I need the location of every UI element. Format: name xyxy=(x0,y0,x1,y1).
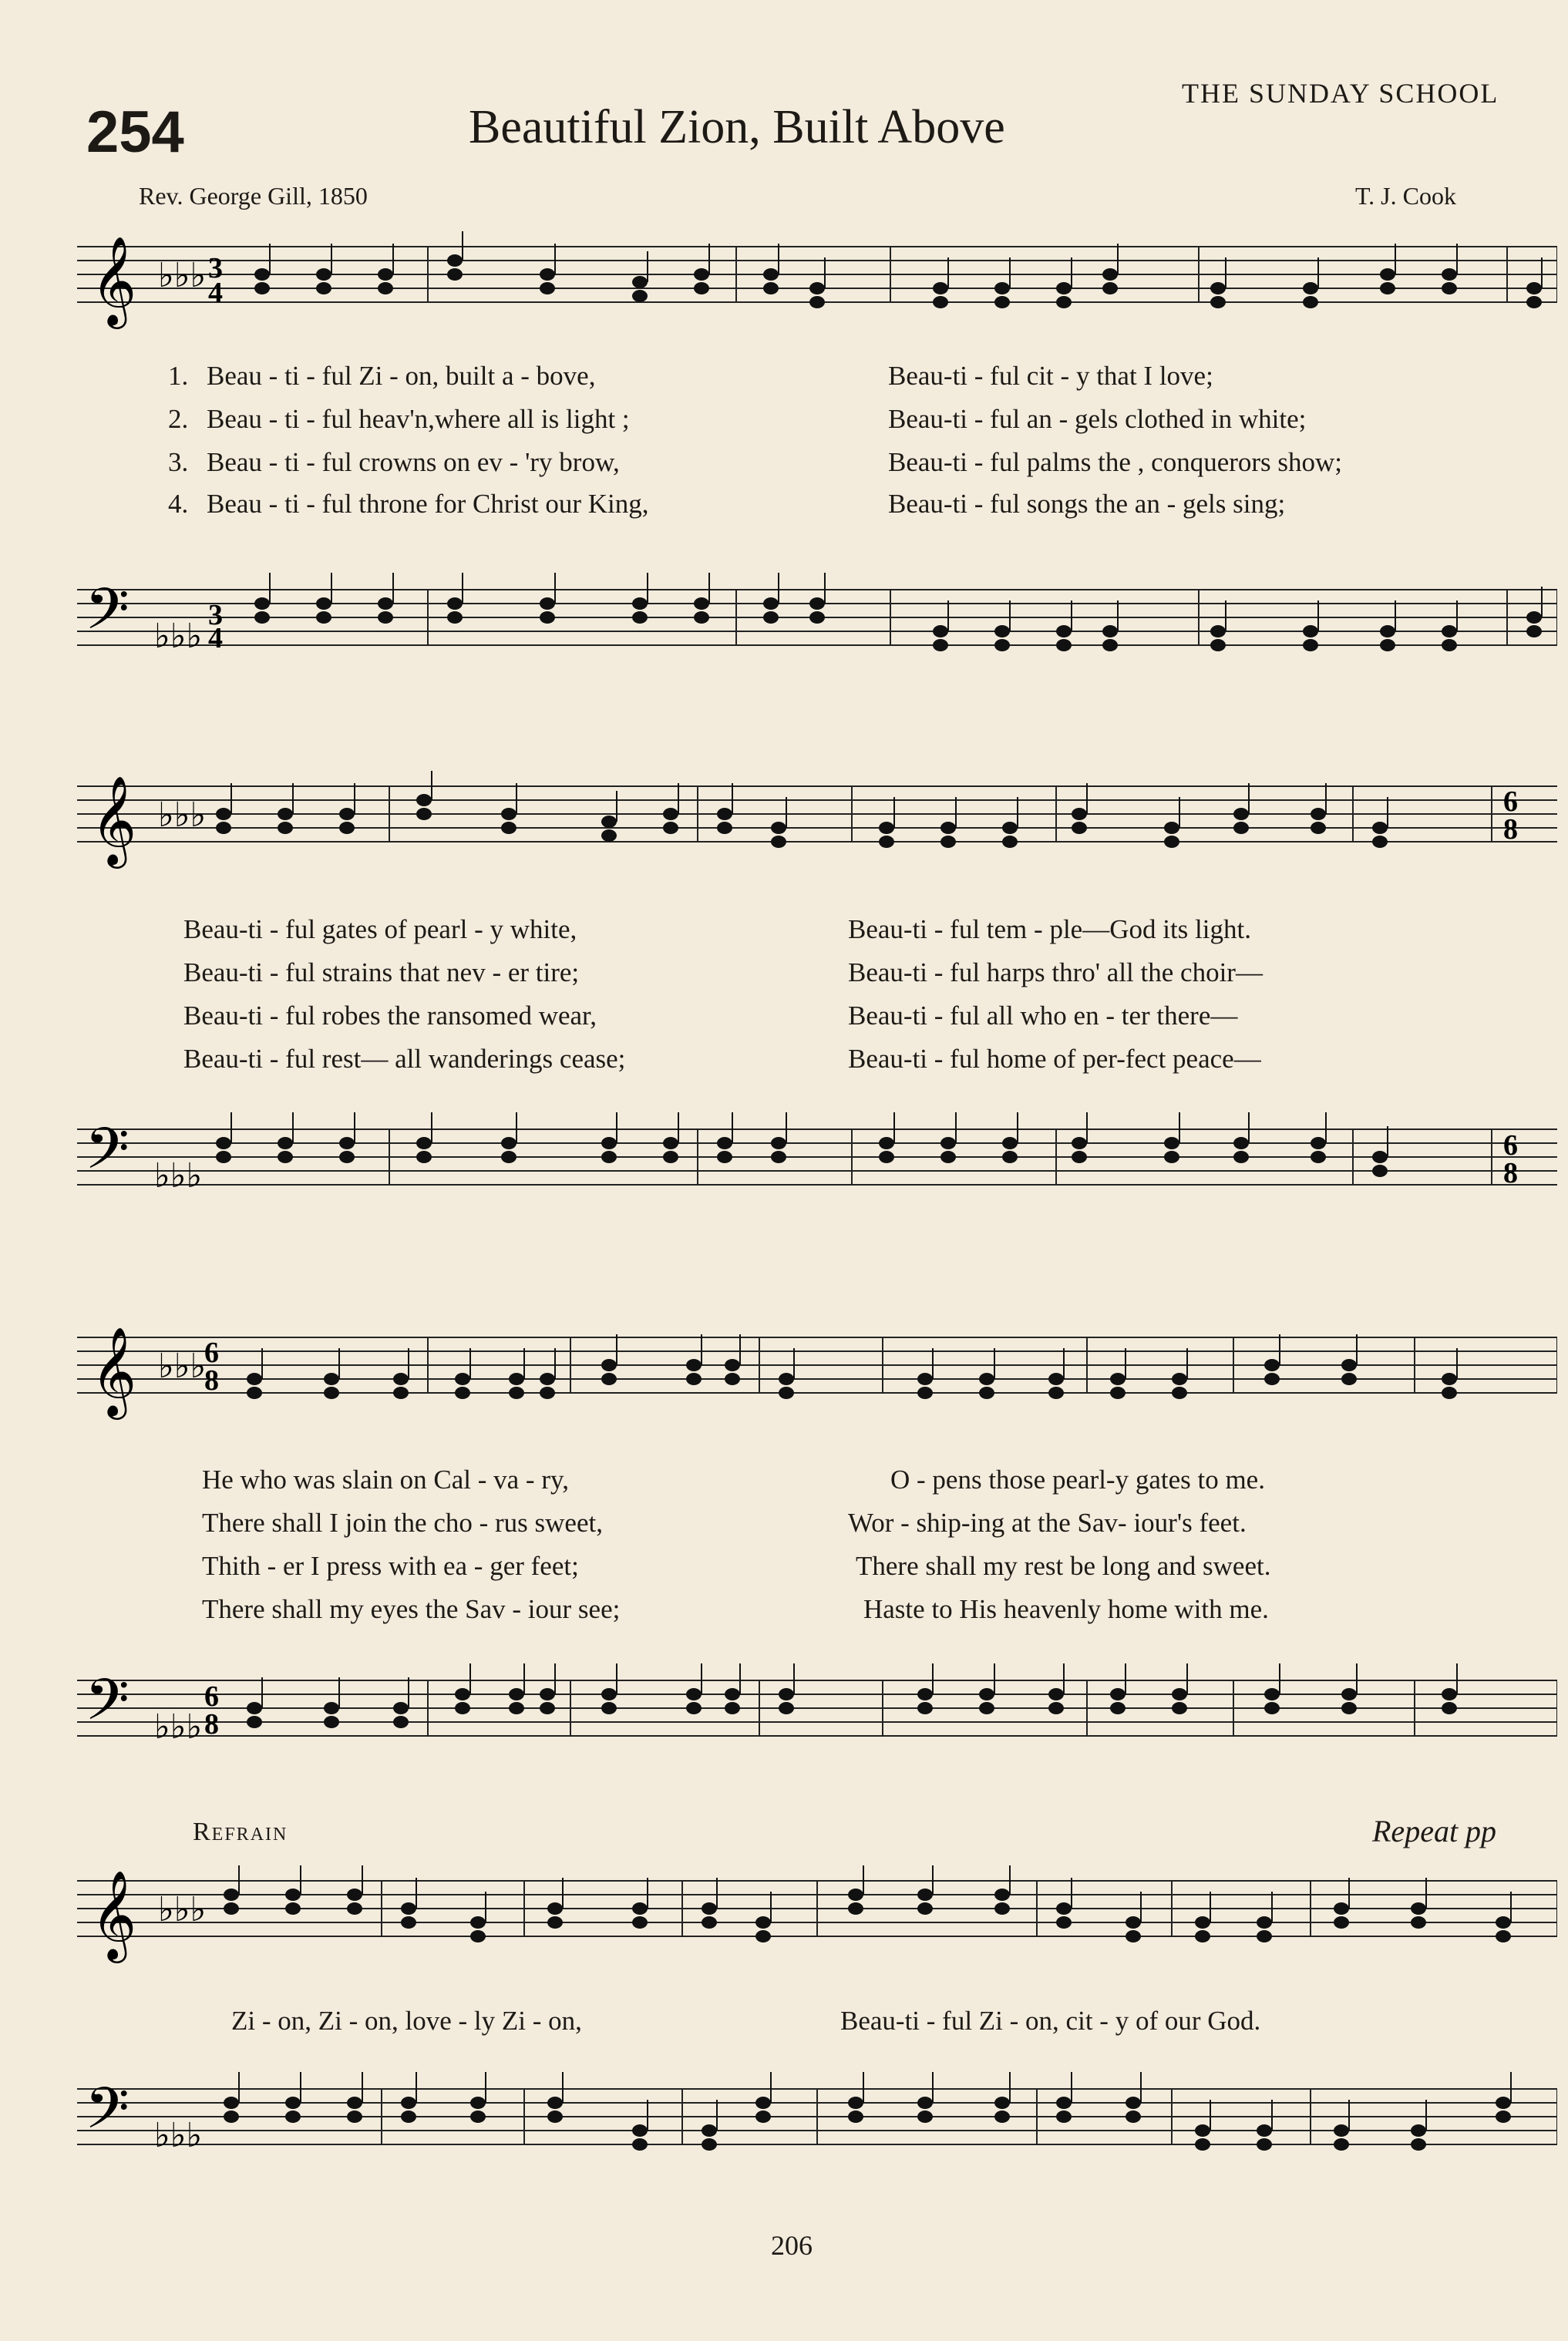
svg-text:𝄢: 𝄢 xyxy=(85,1115,130,1196)
svg-text:𝄞: 𝄞 xyxy=(91,1869,137,1959)
svg-text:♭♭♭: ♭♭♭ xyxy=(158,1347,207,1386)
verse-2-line: 2. Beau - ti - ful heav'n,where all is light ; xyxy=(168,404,630,434)
svg-text:𝄢: 𝄢 xyxy=(85,2075,130,2156)
system3-treble-staff xyxy=(77,1322,1557,1422)
svg-text:♭♭♭: ♭♭♭ xyxy=(158,256,207,295)
svg-text:♭♭♭: ♭♭♭ xyxy=(154,1707,203,1747)
verse-1-line-right: Beau-ti - ful cit - y that I love; xyxy=(888,361,1213,391)
repeat-instruction: Repeat pp xyxy=(1372,1814,1497,1848)
verse-1-line-2-right: Beau-ti - ful tem - ple—God its light. xyxy=(848,914,1251,944)
verse-4-line: 4. Beau - ti - ful throne for Christ our King, xyxy=(168,489,649,519)
lyricist-credit: Rev. George Gill, 1850 xyxy=(139,182,368,210)
book-section-header: THE SUNDAY SCHOOL xyxy=(1182,78,1499,109)
svg-text:𝄞: 𝄞 xyxy=(91,235,137,325)
verse-3-line-right: Beau-ti - ful palms the , conquerors show; xyxy=(888,447,1343,477)
verse-2-line-3-right: Wor - ship-ing at the Sav- iour's feet. xyxy=(848,1508,1247,1538)
verse-3-line: 3. Beau - ti - ful crowns on ev - 'ry brow, xyxy=(168,447,620,477)
verse-2-line-right: Beau-ti - ful an - gels clothed in white; xyxy=(888,404,1307,434)
system1-treble-staff xyxy=(77,231,1557,331)
page-number: 206 xyxy=(771,2230,813,2261)
verse-2-line-3: There shall I join the cho - rus sweet, xyxy=(202,1508,603,1538)
hymn-number: 254 xyxy=(86,99,184,165)
refrain-bass-staff xyxy=(77,2054,1557,2208)
svg-text:𝄢: 𝄢 xyxy=(85,576,130,657)
system2-bass-staff xyxy=(77,1095,1557,1249)
svg-text:6: 6 xyxy=(204,1337,219,1369)
verse-1-line-3-right: O - pens those pearl-y gates to me. xyxy=(890,1465,1265,1495)
verse-1-line: 1. Beau - ti - ful Zi - on, built a - bove, xyxy=(168,361,596,391)
verse-1-line-2: Beau-ti - ful gates of pearl - y white, xyxy=(183,914,577,944)
svg-text:𝄞: 𝄞 xyxy=(91,775,137,865)
svg-text:𝄢: 𝄢 xyxy=(85,1667,130,1747)
refrain-label: Refrain xyxy=(193,1818,288,1846)
verse-3-line-3: Thith - er I press with ea - ger feet; xyxy=(202,1551,579,1581)
verse-4-line-3-right: Haste to His heavenly home with me. xyxy=(863,1594,1269,1624)
verse-4-line-2: Beau-ti - ful rest— all wanderings cease; xyxy=(183,1044,626,1074)
verse-3-line-3-right: There shall my rest be long and sweet. xyxy=(856,1551,1271,1581)
hymn-title: Beautiful Zion, Built Above xyxy=(469,101,1005,153)
svg-text:4: 4 xyxy=(208,622,223,654)
svg-text:6: 6 xyxy=(204,1680,219,1713)
verse-4-line-right: Beau-ti - ful songs the an - gels sing; xyxy=(888,489,1286,519)
refrain-lyric-right: Beau-ti - ful Zi - on, cit - y of our God. xyxy=(840,2006,1261,2036)
verse-1-line-3: He who was slain on Cal - va - ry, xyxy=(202,1465,569,1495)
svg-text:4: 4 xyxy=(208,277,223,309)
verse-3-line-2-right: Beau-ti - ful all who en - ter there— xyxy=(848,1001,1238,1031)
svg-text:8: 8 xyxy=(204,1364,219,1397)
composer-credit: T. J. Cook xyxy=(1355,182,1456,210)
svg-text:8: 8 xyxy=(204,1708,219,1741)
svg-text:8: 8 xyxy=(1503,813,1518,846)
svg-text:♭♭♭: ♭♭♭ xyxy=(158,795,207,835)
verse-2-line-2-right: Beau-ti - ful harps thro' all the choir— xyxy=(848,957,1263,987)
svg-text:6: 6 xyxy=(1503,1129,1518,1162)
svg-text:𝄞: 𝄞 xyxy=(91,1326,137,1416)
svg-text:3: 3 xyxy=(208,599,223,631)
verse-4-line-2-right: Beau-ti - ful home of per-fect peace— xyxy=(848,1044,1261,1074)
refrain-treble-staff xyxy=(77,1865,1557,1966)
verse-4-line-3: There shall my eyes the Sav - iour see; xyxy=(202,1594,621,1624)
svg-text:6: 6 xyxy=(1503,785,1518,818)
verse-2-line-2: Beau-ti - ful strains that nev - er tire; xyxy=(183,957,580,987)
svg-text:♭♭♭: ♭♭♭ xyxy=(154,1156,203,1196)
system2-treble-staff xyxy=(77,771,1557,871)
svg-text:♭♭♭: ♭♭♭ xyxy=(154,617,203,656)
svg-text:3: 3 xyxy=(208,252,223,284)
svg-text:8: 8 xyxy=(1503,1157,1518,1189)
svg-text:♭♭♭: ♭♭♭ xyxy=(158,1890,207,1929)
verse-3-line-2: Beau-ti - ful robes the ransomed wear, xyxy=(183,1001,597,1031)
system1-bass-staff xyxy=(77,555,1557,709)
svg-text:♭♭♭: ♭♭♭ xyxy=(154,2116,203,2155)
refrain-lyric-left: Zi - on, Zi - on, love - ly Zi - on, xyxy=(231,2006,582,2036)
system3-bass-staff xyxy=(77,1646,1557,1800)
